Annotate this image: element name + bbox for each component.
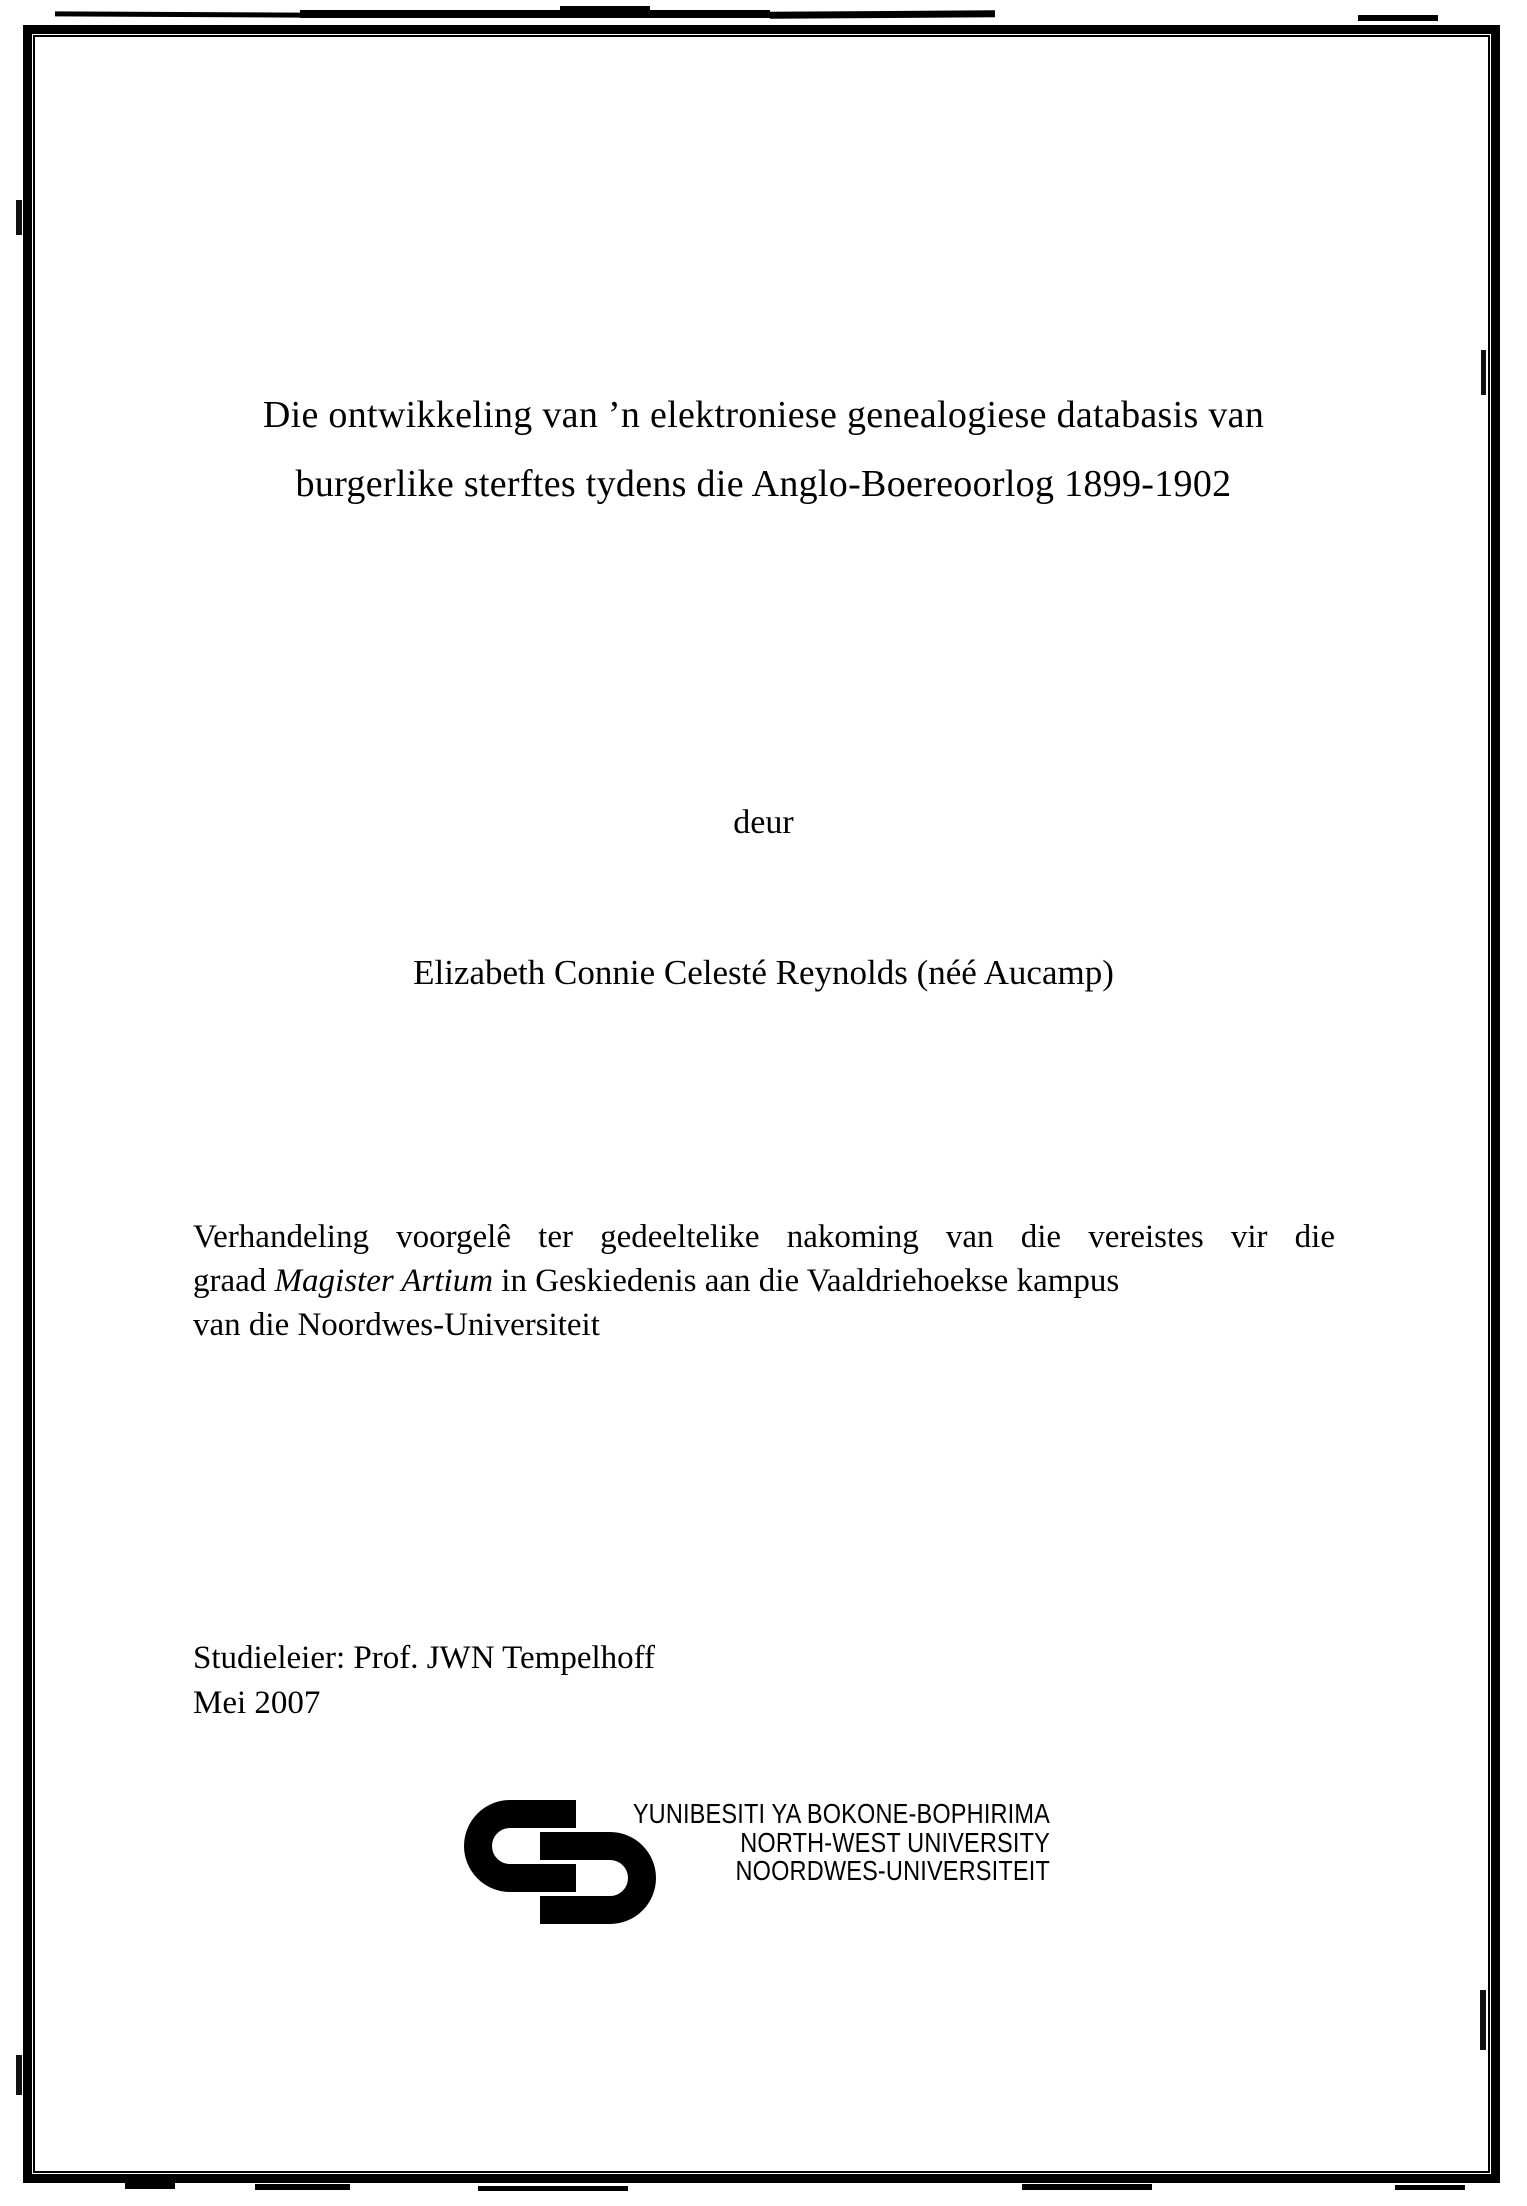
scan-artifact [1395, 2185, 1465, 2190]
university-name-setswana: YUNIBESITI YA BOKONE-BOPHIRIMA [632, 1798, 1050, 1829]
scan-artifact [770, 10, 995, 19]
scan-artifact [1481, 350, 1486, 395]
scan-artifact [300, 10, 770, 18]
degree-statement-line2-post: in Geskiedenis aan die Vaaldriehoekse kampus [493, 1263, 1120, 1299]
thesis-title-line2: burgerlike sterftes tydens die Anglo-Boereoorlog 1899-1902 [295, 463, 1232, 505]
supervisor-block [193, 1636, 1093, 1726]
scan-artifact [255, 2184, 350, 2190]
byline-deur: deur [733, 804, 794, 841]
scan-artifact [560, 6, 650, 12]
thesis-title-line1: Die ontwikkeling van ’n elektroniese genealogiese databasis van [262, 394, 1265, 436]
scan-artifact [55, 11, 300, 17]
degree-statement-line1: Verhandeling voorgelê ter gedeeltelike nakoming van die vereistes vir die [193, 1219, 1335, 1255]
degree-statement [193, 1215, 1335, 1347]
university-name-afrikaans: NOORDWES-UNIVERSITEIT [735, 1855, 1050, 1886]
university-name-english: NORTH-WEST UNIVERSITY [740, 1826, 1050, 1858]
supervisor-line: Studieleier: Prof. JWN Tempelhoff [193, 1640, 656, 1676]
scan-artifact [1022, 2184, 1152, 2190]
degree-statement-line2-pre: graad [193, 1263, 275, 1299]
scan-artifact [1480, 1990, 1486, 2050]
date-line: Mei 2007 [193, 1685, 321, 1721]
scan-artifact [16, 200, 22, 235]
author-name: Elizabeth Connie Celesté Reynolds (néé Aucamp) [413, 953, 1114, 992]
degree-statement-line3: van die Noordwes-Universiteit [193, 1307, 600, 1343]
degree-statement-line2 [193, 1259, 1335, 1303]
degree-name-italic: Magister Artium [274, 1263, 494, 1299]
thesis-title [100, 381, 1427, 519]
university-name-block [580, 1800, 1050, 1886]
scan-artifact [1358, 15, 1438, 21]
scan-artifact [125, 2183, 175, 2189]
scan-artifact [478, 2186, 628, 2191]
scan-artifact [16, 2055, 22, 2095]
